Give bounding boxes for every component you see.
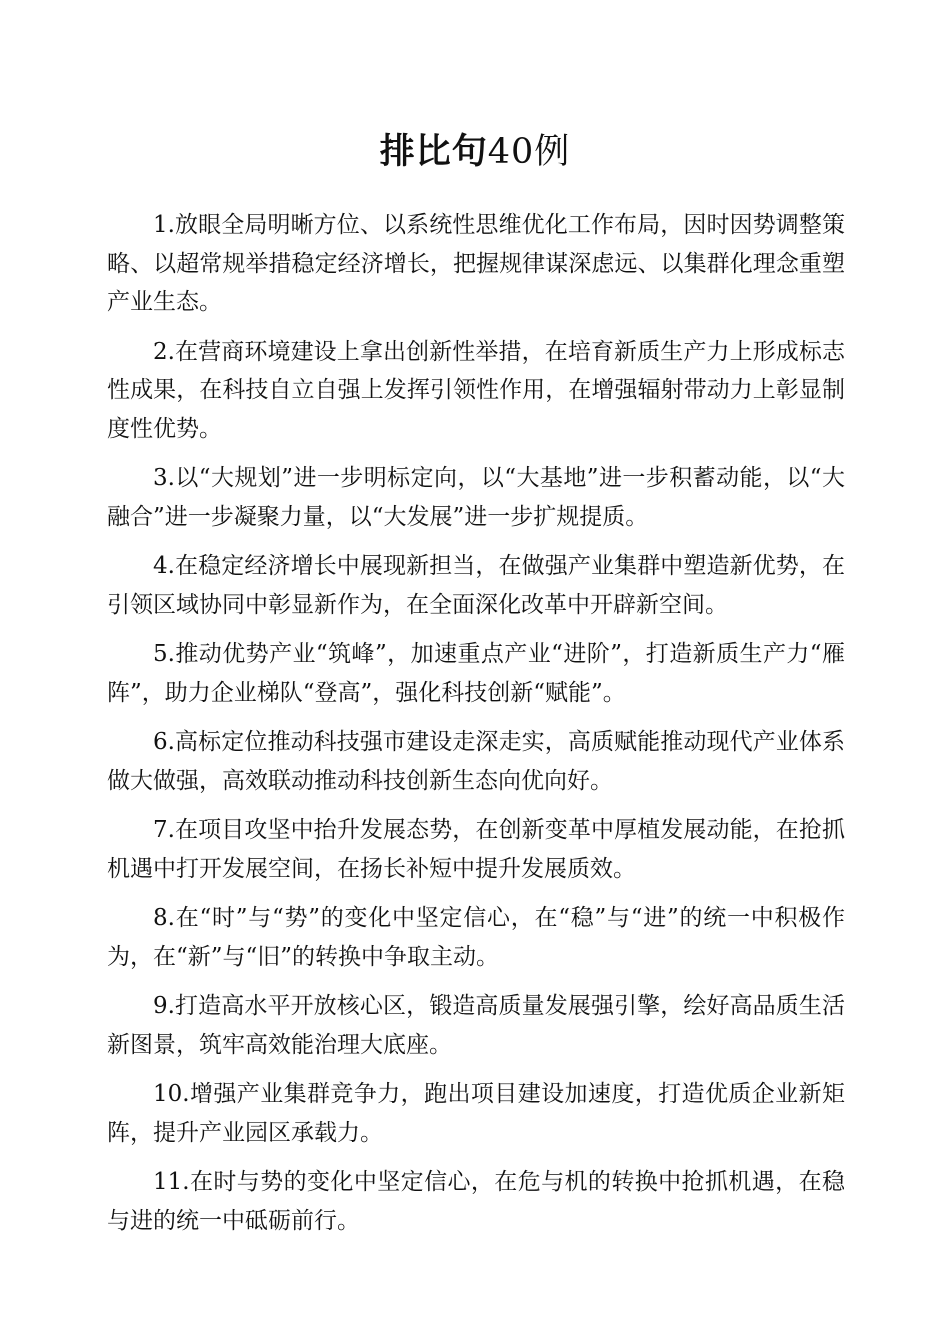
- title-count: 40例: [487, 132, 571, 172]
- title-text: 排比句: [379, 132, 488, 172]
- paragraph-7: 7.在项目攻坚中抬升发展态势，在创新变革中厚植发展动能，在抢抓机遇中打开发展空间，在扬长补短中提升发展质效。: [107, 817, 845, 882]
- paragraph-1: 1.放眼全局明晰方位、以系统性思维优化工作布局，因时因势调整策略、以超常规举措稳定经济增长，把握规律谋深虑远、以集群化理念重塑产业生态。: [107, 212, 845, 315]
- paragraph-11: 11.在时与势的变化中坚定信心，在危与机的转换中抢抓机遇，在稳与进的统一中砥砺前行。: [107, 1169, 845, 1234]
- paragraph-8: 8.在“时”与“势”的变化中坚定信心，在“稳”与“进”的统一中积极作为，在“新”与“旧”的转换中争取主动。: [107, 905, 845, 970]
- page-title: [0, 128, 950, 176]
- paragraph-9: 9.打造高水平开放核心区，锻造高质量发展强引擎，绘好高品质生活新图景，筑牢高效能治理大底座。: [107, 993, 845, 1058]
- paragraph-5: 5.推动优势产业“筑峰”，加速重点产业“进阶”，打造新质生产力“雁阵”，助力企业梯队“登高”，强化科技创新“赋能”。: [107, 641, 845, 706]
- paragraph-6: 6.高标定位推动科技强市建设走深走实，高质赋能推动现代产业体系做大做强，高效联动推动科技创新生态向优向好。: [107, 729, 845, 794]
- document-body: [107, 206, 845, 1251]
- paragraph-3: 3.以“大规划”进一步明标定向，以“大基地”进一步积蓄动能，以“大融合”进一步凝聚力量，以“大发展”进一步扩规提质。: [107, 465, 845, 530]
- paragraph-4: 4.在稳定经济增长中展现新担当，在做强产业集群中塑造新优势，在引领区域协同中彰显新作为，在全面深化改革中开辟新空间。: [107, 553, 845, 618]
- paragraph-10: 10.增强产业集群竞争力，跑出项目建设加速度，打造优质企业新矩阵，提升产业园区承载力。: [107, 1081, 845, 1146]
- paragraph-2: 2.在营商环境建设上拿出创新性举措，在培育新质生产力上形成标志性成果，在科技自立自强上发挥引领性作用，在增强辐射带动力上彰显制度性优势。: [107, 338, 845, 442]
